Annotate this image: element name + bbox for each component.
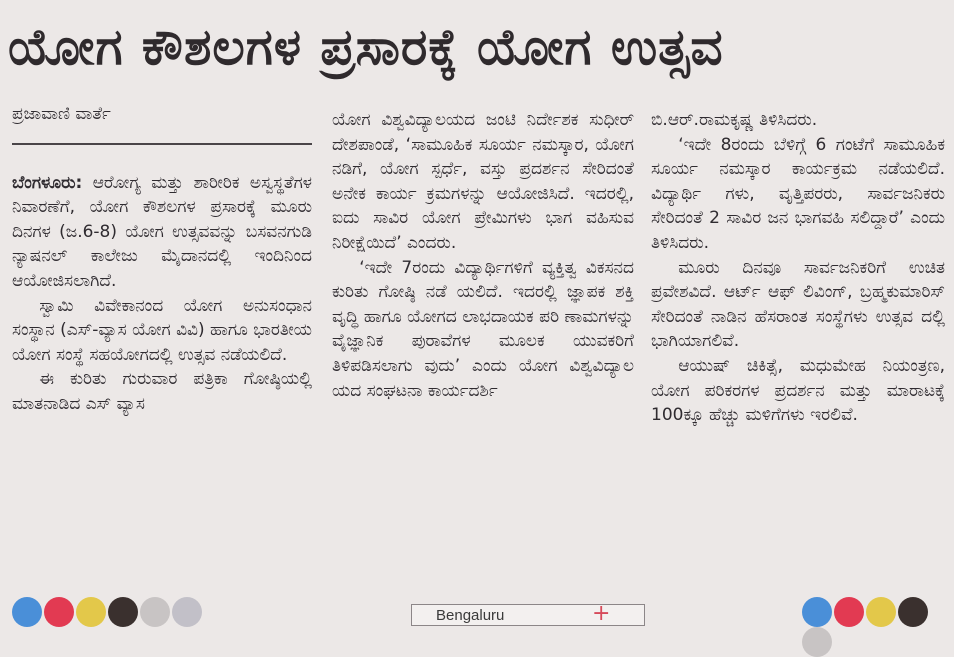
paragraph-text: ಆರೋಗ್ಯ ಮತ್ತು ಶಾರೀರಿಕ ಅಸ್ವಸ್ಥತೆಗಳ ನಿವಾರಣೆಗೆ, ಯೋಗ ಕೌಶಲಗಳ ಪ್ರಸಾರಕ್ಕೆ ಮೂರು ದಿನಗಳ (ಜ.6-8) ಯೋಗ ಉತ್ಸವವನ್ನು ಬಸವನಗುಡಿ ನ್ಯಾಷನಲ್ ಕಾಲೇಜು ಮೈದಾನದಲ್ಲಿ ಇಂದಿನಿಂದ ಆಯೋಜಿಸಲಾಗಿದೆ. — [12, 172, 312, 291]
registration-dot — [140, 597, 170, 627]
registration-dot — [44, 597, 74, 627]
dateline: ಬೆಂಗಳೂರು: — [12, 172, 83, 193]
paragraph: ‘ಇದೇ 7ರಂದು ವಿದ್ಯಾರ್ಥಿಗಳಿಗೆ ವ್ಯಕ್ತಿತ್ವ ವಿಕಸನದ ಕುರಿತು ಗೋಷ್ಠಿ ನಡೆ ಯಲಿದೆ. ಇದರಲ್ಲಿ ಜ್ಞಾಪಕ ಶಕ್ತಿ ವೃದ್ಧಿ ಹಾಗೂ ಯೋಗದ ಲಾಭದಾಯಕ ಪರಿ ಣಾಮಗಳನ್ನು ವೈಜ್ಞಾನಿಕ ಪುರಾವೆಗಳ ಮೂಲಕ ಯುವಕರಿಗೆ ತಿಳಿಪಡಿಸಲಾಗು ವುದು’ ಎಂದು ಯೋಗ ವಿಶ್ವವಿದ್ಯಾಲ ಯದ ಸಂಘಟನಾ ಕಾರ್ಯದರ್ಶಿ — [332, 257, 634, 401]
paragraph: ಮೂರು ದಿನವೂ ಸಾರ್ವಜನಿಕರಿಗೆ ಉಚಿತ ಪ್ರವೇಶವಿದೆ. ಆರ್ಟ್ ಆಫ್ ಲಿವಿಂಗ್, ಬ್ರಹ್ಮಕುಮಾರಿಸ್ ಸೇರಿದಂತೆ ನಾಡಿನ ಹೆಸರಾಂತ ಸಂಸ್ಥೆಗಳು ಉತ್ಸವ ದಲ್ಲಿ ಭಾಗಿಯಾಗಲಿವೆ. — [651, 257, 945, 352]
registration-dot — [898, 597, 928, 627]
article-column-3 — [651, 108, 945, 603]
registration-dot — [76, 597, 106, 627]
byline-rule — [12, 143, 312, 145]
registration-marks-left — [12, 597, 204, 631]
registration-dot — [866, 597, 896, 627]
registration-dot — [12, 597, 42, 627]
article-column-2 — [332, 108, 634, 603]
crosshair-icon: + — [592, 601, 611, 626]
paragraph: ಬಿ.ಆರ್.ರಾಮಕೃಷ್ಣ ತಿಳಿಸಿದರು. — [651, 110, 818, 130]
byline-credit: ಪ್ರಜಾವಾಣಿ ವಾರ್ತೆ — [12, 104, 111, 124]
paragraph: ಯೋಗ ವಿಶ್ವವಿದ್ಯಾಲಯದ ಜಂಟಿ ನಿರ್ದೇಶಕ ಸುಧೀರ್ ದೇಶಪಾಂಡೆ, ‘ಸಾಮೂಹಿಕ ಸೂರ್ಯ ನಮಸ್ಕಾರ, ಯೋಗ ನಡಿಗೆ, ಯೋಗ ಸ್ಪರ್ಧೆ, ವಸ್ತು ಪ್ರದರ್ಶನ ಸೇರಿದಂತೆ ಅನೇಕ ಕಾರ್ಯ ಕ್ರಮಗಳನ್ನು ಆಯೋಜಿಸಿದೆ. ಇದರಲ್ಲಿ, ಐದು ಸಾವಿರ ಯೋಗ ಪ್ರೇಮಿಗಳು ಭಾಗ ವಹಿಸುವ ನಿರೀಕ್ಷೆಯಿದೆ’ ಎಂದರು. — [332, 110, 634, 253]
paragraph: ಈ ಕುರಿತು ಗುರುವಾರ ಪತ್ರಿಕಾ ಗೋಷ್ಠಿಯಲ್ಲಿ ಮಾತನಾಡಿದ ಎಸ್ ವ್ಯಾಸ — [12, 369, 312, 414]
registration-dot — [172, 597, 202, 627]
registration-dot — [108, 597, 138, 627]
edition-footer — [411, 601, 645, 626]
edition-label: Bengaluru — [436, 607, 505, 624]
paragraph: ‘ಇದೇ 8ರಂದು ಬೆಳಿಗ್ಗೆ 6 ಗಂಟೆಗೆ ಸಾಮೂಹಿಕ ಸೂರ್ಯ ನಮಸ್ಕಾರ ಕಾರ್ಯಕ್ರಮ ನಡೆಯಲಿದೆ. ವಿದ್ಯಾರ್ಥಿ ಗಳು, ವೃತ್ತಿಪರರು, ಸಾರ್ವಜನಿಕರು ಸೇರಿದಂತೆ 2 ಸಾವಿರ ಜನ ಭಾಗವಹಿ ಸಲಿದ್ದಾರೆ’ ಎಂದು ತಿಳಿಸಿದರು. — [651, 134, 945, 253]
registration-dot — [802, 597, 832, 627]
registration-dot — [834, 597, 864, 627]
paragraph: ಆಯುಷ್ ಚಿಕಿತ್ಸೆ, ಮಧುಮೇಹ ನಿಯಂತ್ರಣ, ಯೋಗ ಪರಿಕರಗಳ ಪ್ರದರ್ಶನ ಮತ್ತು ಮಾರಾಟಕ್ಕೆ 100ಕ್ಕೂ ಹೆಚ್ಚು ಮಳಿಗೆಗಳು ಇರಲಿವೆ. — [651, 355, 945, 426]
paragraph — [12, 171, 312, 294]
article-column-1 — [12, 100, 312, 595]
headline: ಯೋಗ ಕೌಶಲಗಳ ಪ್ರಸಾರಕ್ಕೆ ಯೋಗ ಉತ್ಸವ — [8, 18, 724, 76]
paragraph: ಸ್ವಾಮಿ ವಿವೇಕಾನಂದ ಯೋಗ ಅನುಸಂಧಾನ ಸಂಸ್ಥಾನ (ಎಸ್-ವ್ಯಾಸ ಯೋಗ ವಿವಿ) ಹಾಗೂ ಭಾರತೀಯ ಯೋಗ ಸಂಸ್ಥೆ ಸಹಯೋಗದಲ್ಲಿ ಉತ್ಸವ ನಡೆಯಲಿದೆ. — [12, 295, 312, 365]
registration-marks-right — [802, 597, 954, 631]
